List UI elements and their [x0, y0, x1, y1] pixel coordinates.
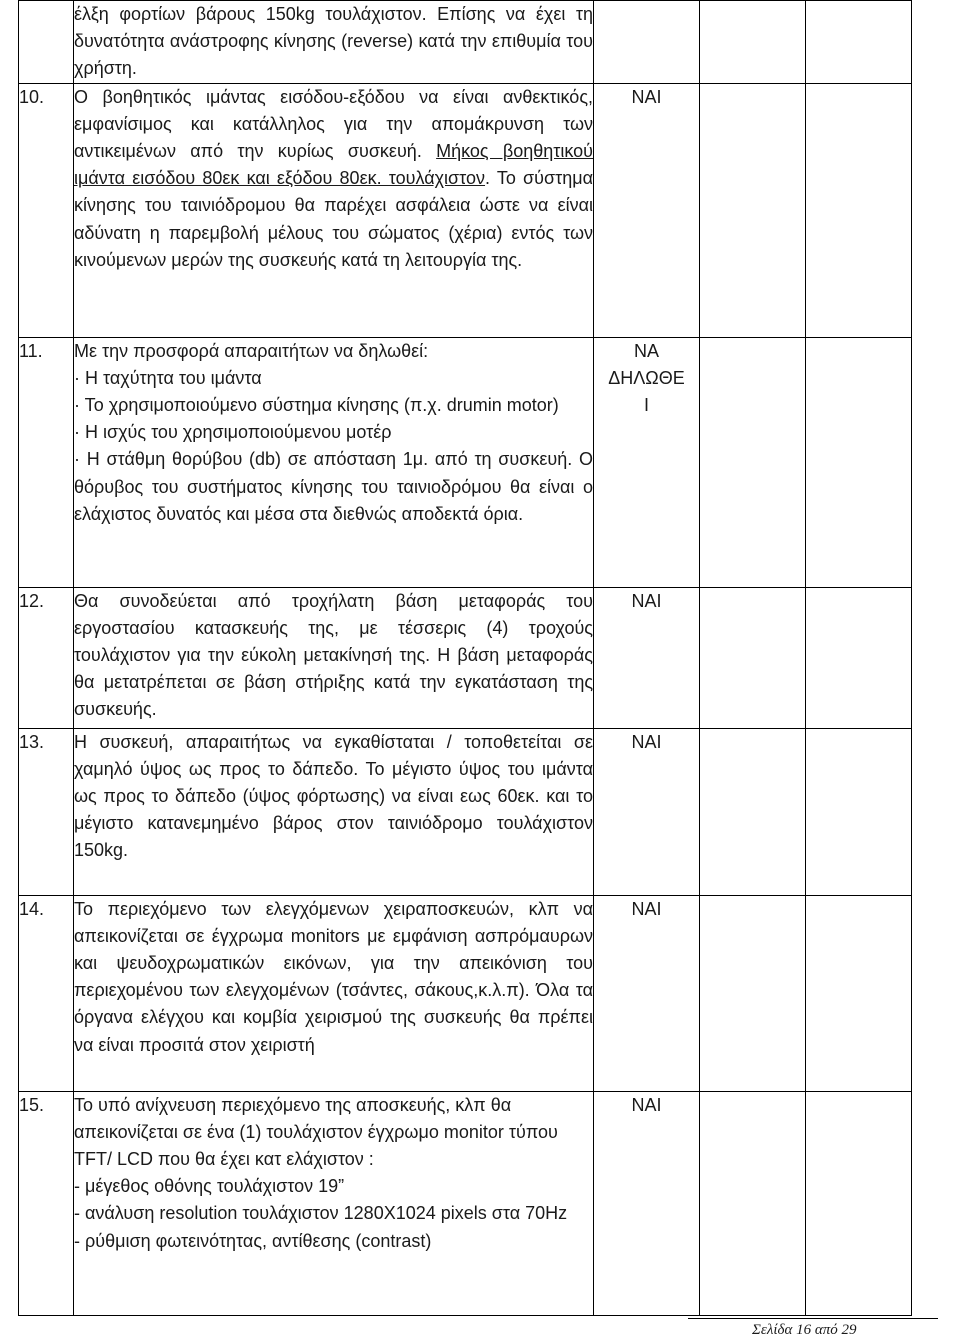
table-row: [19, 895, 912, 1091]
row-answer: [594, 1, 700, 84]
row-number: 13.: [19, 728, 74, 895]
empty-cell: [700, 1091, 806, 1315]
row-description: Με την προσφορά απαραιτήτων να δηλωθεί: · Η ταχύτητα του ιμάντα · Το χρησιμοποιούμενο σύστημα κίνησης (π.χ. drumin motor) · Η ισχύς του χρησιμοποιούμενου μοτέρ · Η στάθμη θορύβου (db) σε απόσταση 1μ. από τη συσκευή. Ο θόρυβος του συστήματος κίνησης του ταινιοδρόμου θα είναι ο ελάχιστος δυνατός και μέσα στα διεθνώς αποδεκτά όρια.: [74, 337, 594, 587]
row-number: 11.: [19, 337, 74, 587]
row-answer: ΝΑΙ: [594, 83, 700, 337]
table-row: [19, 587, 912, 728]
row-description: Θα συνοδεύεται από τροχήλατη βάση μεταφοράς του εργοστασίου κατασκευής της, με τέσσερις (4) τροχούς τουλάχιστον για την εύκολη μετακίνησή της. Η βάση μεταφοράς θα μετατρέπεται σε βάση στήριξης κατά την εγκατάσταση της συσκευής.: [74, 587, 594, 728]
empty-cell: [806, 83, 912, 337]
empty-cell: [700, 728, 806, 895]
empty-cell: [806, 728, 912, 895]
page-footer: Σελίδα 16 από 29: [752, 1322, 857, 1338]
row-description: Ο βοηθητικός ιμάντας εισόδου-εξόδου να είναι ανθεκτικός, εμφανίσιμος και κατάλληλος για την απομάκρυνση των αντικειμένων από την κυρίως συσκευή. Μήκος βοηθητικού ιμάντα εισόδου 80εκ και εξόδου 80εκ. τουλάχιστον. Το σύστημα κίνησης του ταινιόδρομου θα παρέχει ασφάλεια ώστε να είναι αδύνατη η παρεμβολή μέλους του σώματος (χέρια) εντός των κινούμενων μερών της συσκευής κατά τη λειτουργία της.: [74, 83, 594, 337]
row-number: 15.: [19, 1091, 74, 1315]
row-description: Το περιεχόμενο των ελεγχόμενων χειραποσκευών, κλπ να απεικονίζεται σε έγχρωμα monitors με εμφάνιση ασπρόμαυρων και ψευδοχρωματικών εικόνων, για την απεικόνιση του περιεχομένου των ελεγχομένων (τσάντες, σάκους,κ.λ.π). Όλα τα όργανα ελέγχου και κομβία χειρισμού της συσκευής θα πρέπει να είναι προσιτά στον χειριστή: [74, 895, 594, 1091]
underlined-requirement: Μήκος βοηθητικού ιμάντα εισόδου 80εκ και εξόδου 80εκ. τουλάχιστον: [74, 141, 594, 189]
row-number: 10.: [19, 83, 74, 337]
specification-table: [18, 0, 912, 1316]
table-row: [19, 83, 912, 337]
table-row: [19, 1091, 912, 1315]
row-description: Το υπό ανίχνευση περιεχόμενο της αποσκευής, κλπ θα απεικονίζεται σε ένα (1) τουλάχιστον έγχρωμο monitor τύπου TFT/ LCD που θα έχει κατ ελάχιστον : - μέγεθος οθόνης τουλάχιστον 19” - ανάλυση resolution τουλάχιστον 1280X1024 pixels στα 70Hz - ρύθμιση φωτεινότητας, αντίθεσης (contrast): [74, 1091, 594, 1315]
empty-cell: [806, 1091, 912, 1315]
empty-cell: [806, 1, 912, 84]
row-description: έλξη φορτίων βάρους 150kg τουλάχιστον. Επίσης να έχει τη δυνατότητα ανάστροφης κίνησης (reverse) κατά την επιθυμία του χρήστη.: [74, 1, 594, 84]
row-answer: ΝΑ ΔΗΛΩΘΕ Ι: [594, 337, 700, 587]
row-number: [19, 1, 74, 84]
row-description: Η συσκευή, απαραιτήτως να εγκαθίσταται / τοποθετείται σε χαμηλό ύψος ως προς το δάπεδο. Το μέγιστο ύψος του ιμάντα ως προς το δάπεδο (ύψος φόρτωσης) να είναι εως 60εκ. και το μέγιστο κατανεμημένο βάρος στον ταινιόδρομο τουλάχιστον 150kg.: [74, 728, 594, 895]
row-answer: ΝΑΙ: [594, 1091, 700, 1315]
row-number: 14.: [19, 895, 74, 1091]
row-answer: ΝΑΙ: [594, 895, 700, 1091]
empty-cell: [806, 895, 912, 1091]
footer-divider: [688, 1318, 938, 1319]
empty-cell: [700, 83, 806, 337]
table-row: [19, 728, 912, 895]
table-row: [19, 337, 912, 587]
table-row: [19, 1, 912, 84]
empty-cell: [806, 337, 912, 587]
empty-cell: [700, 895, 806, 1091]
row-number: 12.: [19, 587, 74, 728]
row-answer: ΝΑΙ: [594, 728, 700, 895]
empty-cell: [700, 587, 806, 728]
empty-cell: [806, 587, 912, 728]
empty-cell: [700, 1, 806, 84]
row-answer: ΝΑΙ: [594, 587, 700, 728]
empty-cell: [700, 337, 806, 587]
